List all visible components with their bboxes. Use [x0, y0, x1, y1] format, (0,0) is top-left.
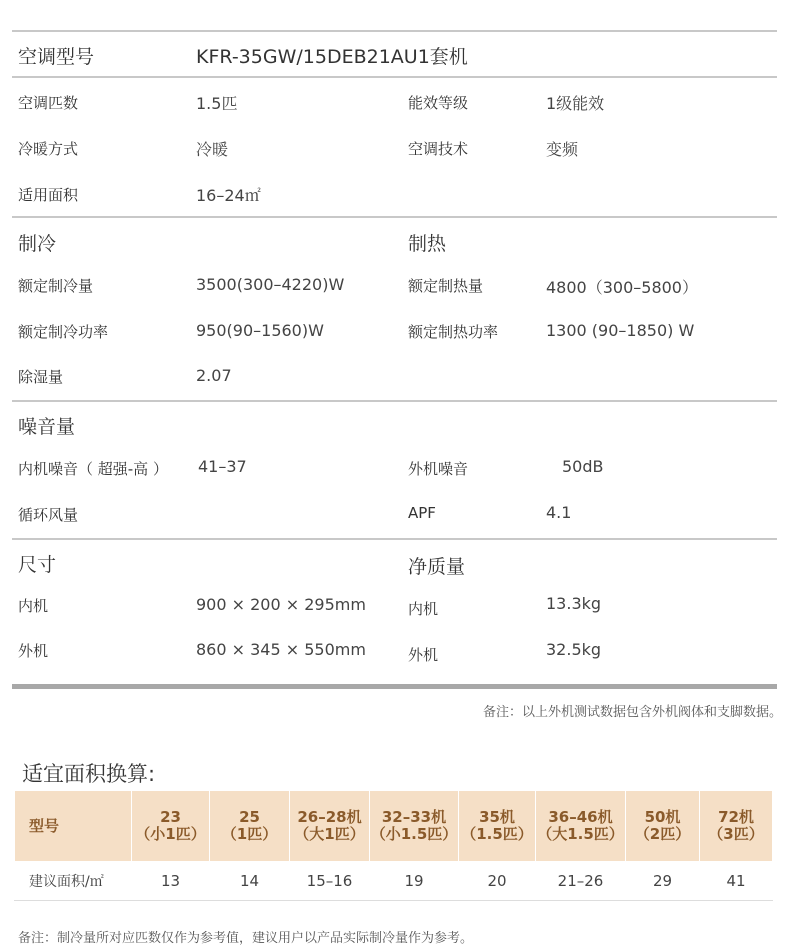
energy-value: 1级能效 [546, 94, 605, 113]
apf-label: APF [408, 504, 436, 522]
table-cell: 14 [210, 862, 290, 901]
table-cell: 20 [459, 862, 536, 901]
spec-row [12, 446, 777, 492]
spec-table [12, 0, 777, 689]
heat-power-value: 1300 (90–1850) W [546, 321, 695, 340]
tech-value: 变频 [546, 140, 579, 159]
dehumidify-value: 2.07 [196, 366, 232, 385]
header-label: 型号 [15, 791, 132, 862]
area-table-title: 适宜面积换算: [22, 762, 156, 786]
area-conversion-table [14, 790, 773, 901]
cool-capacity-value: 3500(300–4220)W [196, 275, 345, 294]
header-cell: 23 （小1匹） [132, 791, 210, 862]
header-cell: 72机 （3匹） [700, 791, 773, 862]
heating-title: 制热 [408, 233, 447, 255]
header-cell: 50机 （2匹） [626, 791, 700, 862]
indoor-size-label: 内机 [18, 597, 49, 615]
size-title: 尺寸 [18, 554, 57, 576]
spec-row [12, 584, 777, 630]
model-value: KFR-35GW/15DEB21AU1套机 [196, 46, 468, 68]
table-row [15, 862, 773, 901]
hp-value: 1.5匹 [196, 94, 238, 113]
cooling-title: 制冷 [18, 233, 57, 255]
energy-label: 能效等级 [408, 94, 469, 112]
outdoor-weight-value: 32.5kg [546, 640, 602, 659]
mode-value: 冷暖 [196, 140, 229, 159]
cool-power-label: 额定制冷功率 [18, 323, 109, 341]
header-cell: 25 （1匹） [210, 791, 290, 862]
section-header-row [12, 402, 777, 446]
hp-label: 空调匹数 [18, 94, 79, 112]
header-cell: 36–46机 （大1.5匹） [536, 791, 626, 862]
indoor-weight-value: 13.3kg [546, 594, 602, 613]
heat-power-label: 额定制热功率 [408, 323, 499, 341]
apf-value: 4.1 [546, 503, 572, 522]
cool-power-value: 950(90–1560)W [196, 321, 324, 340]
outdoor-weight-label: 外机 [408, 646, 439, 664]
cool-capacity-label: 额定制冷量 [18, 277, 94, 295]
outdoor-size-value: 860 × 345 × 550mm [196, 640, 366, 659]
area-label: 适用面积 [18, 186, 79, 204]
section-header-row [12, 218, 777, 262]
weight-title: 净质量 [408, 556, 466, 578]
dehumidify-label: 除湿量 [18, 368, 64, 386]
table-header-row [15, 791, 773, 862]
spec-row [12, 170, 777, 216]
spec-row [12, 354, 777, 400]
header-cell: 32–33机 （小1.5匹） [370, 791, 459, 862]
indoor-weight-label: 内机 [408, 600, 439, 618]
spec-row [12, 262, 777, 308]
spec-row [12, 308, 777, 354]
spec-row [12, 78, 777, 124]
heat-capacity-value: 4800（300–5800） [546, 278, 698, 297]
area-note: 备注：制冷量所对应匹数仅作为参考值，建议用户以产品实际制冷量作为参考。 [18, 931, 474, 946]
spec-row [12, 492, 777, 538]
spec-row [12, 630, 777, 676]
header-cell: 26–28机 （大1匹） [290, 791, 370, 862]
indoor-noise-value: 41–37 [198, 457, 247, 476]
table-cell: 19 [370, 862, 459, 901]
model-row [12, 32, 777, 76]
divider-thick [12, 684, 777, 689]
heat-capacity-label: 额定制热量 [408, 277, 484, 295]
spec-note: 备注：以上外机测试数据包含外机阀体和支脚数据。 [482, 705, 782, 720]
model-label: 空调型号 [18, 46, 95, 68]
area-value: 16–24㎡ [196, 186, 261, 205]
outdoor-size-label: 外机 [18, 642, 49, 660]
table-cell: 41 [700, 862, 773, 901]
section-header-row [12, 540, 777, 584]
airflow-label: 循环风量 [18, 506, 79, 524]
noise-title: 噪音量 [18, 416, 76, 438]
table-cell: 21–26 [536, 862, 626, 901]
indoor-size-value: 900 × 200 × 295mm [196, 595, 366, 614]
table-cell: 15–16 [290, 862, 370, 901]
header-cell: 35机 （1.5匹） [459, 791, 536, 862]
indoor-noise-label: 内机噪音（ 超强-高 ） [18, 460, 168, 478]
spec-row [12, 124, 777, 170]
table-cell: 29 [626, 862, 700, 901]
table-cell: 13 [132, 862, 210, 901]
outdoor-noise-value: 50dB [562, 457, 604, 476]
tech-label: 空调技术 [408, 140, 469, 158]
outdoor-noise-label: 外机噪音 [408, 460, 469, 478]
row-label: 建议面积/㎡ [15, 862, 132, 901]
mode-label: 冷暖方式 [18, 140, 79, 158]
